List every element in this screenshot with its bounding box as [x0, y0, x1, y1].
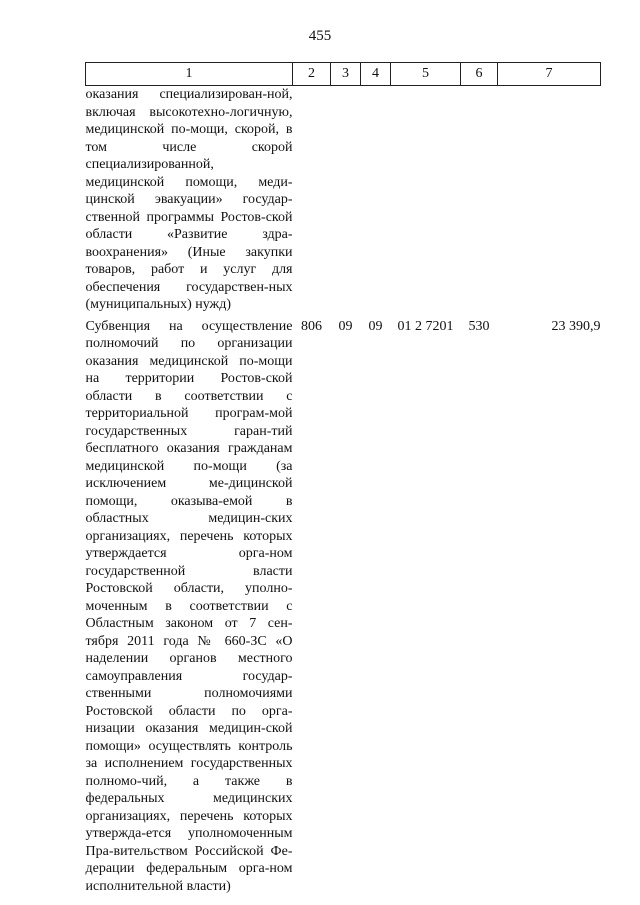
cell-col6 — [461, 86, 498, 318]
column-header: 4 — [361, 63, 391, 86]
row-description: Субвенция на осуществление полномочий по организации оказания медицинской по-мощи на территории Ростов-ской области в соответствии с территориальной програм-мой государственных гаран-тий бесплатного оказания гражданам медицинской по-мощи (за исключением ме-дицинской помощи, оказыва-емой в областных медицин-ских организациях, перечень которых утверждается орга-ном государственной власти Ростовской области, уполно-моченным в соответствии с Областным законом от 7 сен-тября 2011 года № 660-ЗС «О наделении органов местного самоуправления государ-ственными полномочиями Ростовской области по орга-низации оказания медицин-ской помощи» осуществлять контроль за исполнением государственных полномо-чий, а также в федеральных медицинских организациях, перечень которых утвержда-ется уполномоченным Пра-вительством Российской Фе-дерации федеральным орга-ном исполнительной власти) — [85, 318, 293, 894]
budget-table — [85, 62, 601, 895]
table-row — [86, 318, 601, 896]
header-row — [86, 63, 601, 86]
cell-col3 — [331, 86, 361, 318]
column-header: 1 — [86, 63, 293, 86]
cell-col4 — [361, 86, 391, 318]
column-header: 3 — [331, 63, 361, 86]
cell-col2 — [293, 86, 331, 318]
cell-col4: 09 — [368, 318, 383, 334]
column-header: 7 — [498, 63, 601, 86]
row-description: оказания специализирован-ной, включая высокотехно-логичную, медицинской по-мощи, скорой, в том числе скорой специализированной, медицинской помощи, меди-цинской эвакуации» государ-ственной программы Ростов-ской области «Развитие здра-воохранения» (Иные закупки товаров, работ и услуг для обеспечения государствен-ных (муниципальных) нужд) — [85, 87, 293, 312]
column-header: 2 — [293, 63, 331, 86]
cell-col5 — [391, 86, 461, 318]
cell-col2: 806 — [301, 318, 322, 334]
column-header: 5 — [391, 63, 461, 86]
page-number: 455 — [308, 28, 332, 44]
column-header: 6 — [461, 63, 498, 86]
cell-col5: 01 2 7201 — [397, 318, 454, 334]
cell-col3: 09 — [338, 318, 353, 334]
cell-col6: 530 — [468, 318, 490, 334]
cell-col7: 23 390,9 — [551, 318, 601, 334]
table-row — [86, 86, 601, 318]
cell-col7 — [498, 86, 601, 318]
